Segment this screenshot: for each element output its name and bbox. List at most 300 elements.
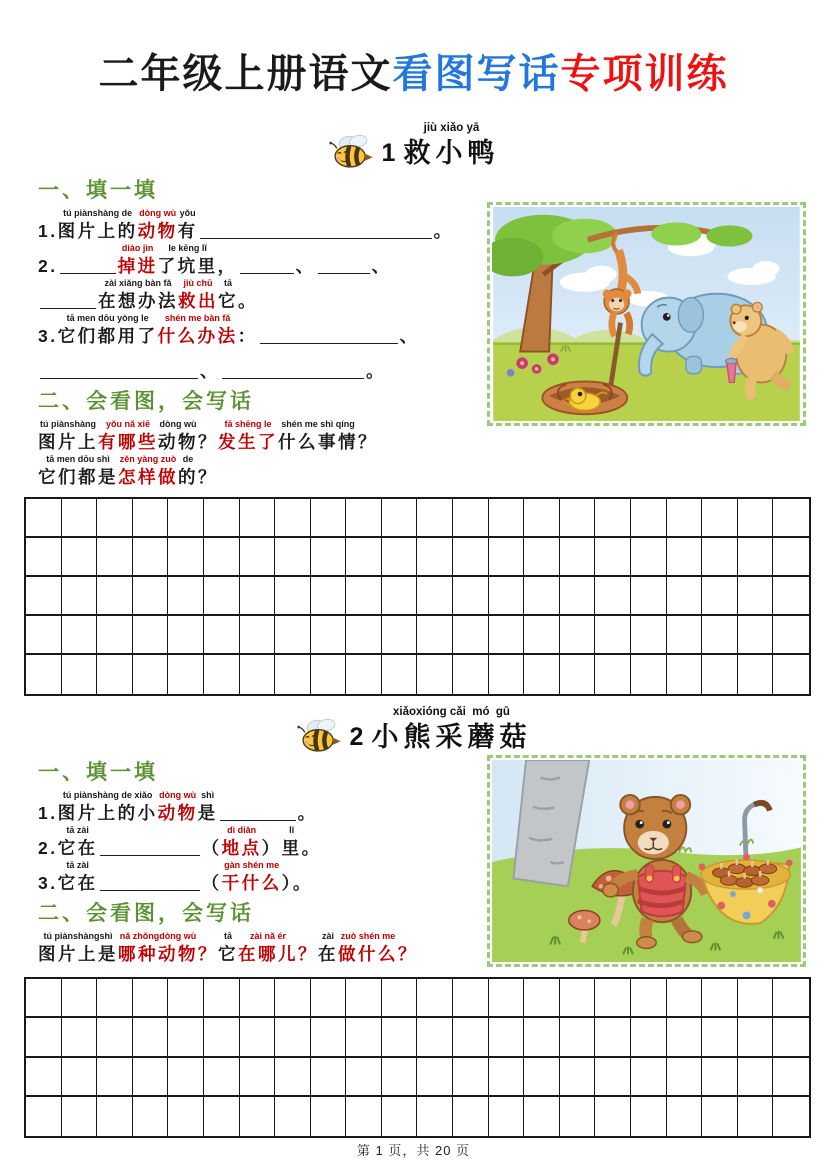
writing-cell bbox=[560, 538, 596, 577]
writing-cell bbox=[773, 1018, 809, 1057]
writing-cell bbox=[524, 538, 560, 577]
pinyin-label: zài nǎ ér bbox=[249, 931, 287, 941]
hanzi-with-pinyin bbox=[178, 208, 198, 243]
hanzi-label: 。 bbox=[301, 838, 322, 858]
pinyin-label bbox=[47, 243, 50, 254]
hanzi-label: 动物 bbox=[137, 221, 178, 241]
writing-cell bbox=[62, 577, 98, 616]
hanzi-label: 掉进 bbox=[117, 256, 158, 276]
hanzi-label: 。 bbox=[238, 291, 258, 311]
pinyin-label: zěn yàng zuò bbox=[119, 454, 177, 464]
writing-cell bbox=[702, 1018, 738, 1057]
hanzi-with-pinyin bbox=[58, 825, 98, 860]
writing-cell bbox=[97, 655, 133, 694]
writing-cell bbox=[62, 979, 98, 1018]
lesson2-fill-questions bbox=[38, 790, 490, 895]
writing-cell bbox=[738, 1097, 774, 1136]
lesson1-write-heading: 二、会看图，会写话 bbox=[38, 390, 254, 413]
hanzi-label: 它在 bbox=[57, 838, 98, 858]
lesson2-fill-heading: 一、填一填 bbox=[38, 761, 158, 784]
hanzi-label: ： bbox=[237, 326, 258, 346]
rescue-duck-illustration bbox=[492, 207, 801, 421]
pinyin-label bbox=[47, 790, 50, 801]
writing-cell bbox=[275, 979, 311, 1018]
pinyin-label bbox=[207, 931, 210, 942]
writing-cell bbox=[417, 616, 453, 655]
writing-cell bbox=[311, 616, 347, 655]
pinyin-label bbox=[306, 790, 309, 801]
pinyin-label bbox=[210, 825, 213, 836]
writing-cell bbox=[560, 499, 596, 538]
hanzi-with-pinyin bbox=[278, 419, 358, 454]
writing-cell bbox=[382, 616, 418, 655]
hanzi-label: 什么办法 bbox=[157, 326, 238, 346]
writing-cell bbox=[773, 577, 809, 616]
writing-cell bbox=[168, 655, 204, 694]
hanzi-label: 是 bbox=[197, 803, 218, 823]
pinyin-label: diào jìn bbox=[121, 243, 154, 253]
writing-cell bbox=[595, 1097, 631, 1136]
hanzi-with-pinyin bbox=[98, 278, 178, 313]
writing-cell bbox=[382, 979, 418, 1018]
writing-cell bbox=[346, 655, 382, 694]
hanzi-text bbox=[298, 931, 318, 966]
writing-cell bbox=[631, 499, 667, 538]
writing-cell bbox=[382, 1018, 418, 1057]
writing-cell bbox=[311, 1097, 347, 1136]
pinyin-label: tú piànshàngshì bbox=[43, 931, 113, 941]
writing-cell bbox=[26, 979, 62, 1018]
lesson1-picture bbox=[487, 202, 806, 426]
hanzi-with-pinyin bbox=[218, 419, 278, 454]
writing-cell bbox=[62, 1097, 98, 1136]
writing-cell bbox=[524, 616, 560, 655]
pinyin-label bbox=[407, 931, 410, 942]
writing-cell bbox=[204, 979, 240, 1018]
question-line bbox=[38, 931, 490, 966]
writing-cell bbox=[489, 616, 525, 655]
hanzi-text bbox=[298, 790, 318, 825]
writing-cell bbox=[133, 499, 169, 538]
hanzi-with-pinyin bbox=[58, 208, 138, 243]
writing-cell bbox=[631, 1018, 667, 1057]
writing-cell bbox=[204, 1097, 240, 1136]
answer-blank bbox=[240, 273, 294, 274]
writing-cell bbox=[595, 577, 631, 616]
lesson2-picture bbox=[487, 755, 806, 967]
hanzi-label: ， bbox=[217, 256, 238, 276]
hanzi-label: 在 bbox=[318, 944, 338, 964]
writing-cell bbox=[97, 499, 133, 538]
lesson2-write-heading: 二、会看图，会写话 bbox=[38, 902, 254, 925]
pinyin-label: de bbox=[182, 454, 194, 464]
writing-cell bbox=[453, 499, 489, 538]
pinyin-label: dòng wù bbox=[159, 419, 197, 429]
lesson2-number: 2 bbox=[349, 723, 364, 751]
bee-icon bbox=[328, 132, 374, 170]
writing-cell bbox=[62, 616, 98, 655]
writing-cell bbox=[667, 1058, 703, 1097]
question-line bbox=[38, 243, 490, 278]
pinyin-label bbox=[408, 313, 411, 324]
writing-cell bbox=[702, 655, 738, 694]
hanzi-label: ？ bbox=[358, 432, 378, 452]
hanzi-text bbox=[238, 278, 258, 313]
writing-cell bbox=[275, 577, 311, 616]
hanzi-text bbox=[38, 825, 58, 860]
pinyin-label bbox=[380, 243, 383, 254]
writing-cell bbox=[738, 1058, 774, 1097]
writing-cell bbox=[453, 1018, 489, 1057]
hanzi-text bbox=[358, 419, 378, 454]
pinyin-label: fā shēng le bbox=[224, 419, 272, 429]
writing-cell bbox=[524, 655, 560, 694]
writing-cell bbox=[168, 1097, 204, 1136]
answer-blank bbox=[260, 343, 398, 344]
pinyin-label bbox=[307, 931, 310, 942]
hanzi-with-pinyin bbox=[98, 419, 158, 454]
writing-cell bbox=[240, 577, 276, 616]
pinyin-label bbox=[226, 243, 229, 254]
pinyin-label: yǒu bbox=[179, 208, 196, 218]
writing-cell bbox=[631, 1097, 667, 1136]
writing-cell bbox=[702, 538, 738, 577]
writing-cell bbox=[560, 1058, 596, 1097]
hanzi-with-pinyin bbox=[222, 825, 262, 860]
writing-cell bbox=[240, 616, 276, 655]
hanzi-with-pinyin bbox=[38, 931, 118, 966]
hanzi-label: 地点 bbox=[221, 838, 262, 858]
pinyin-label: le kēng lǐ bbox=[168, 243, 207, 253]
writing-cell bbox=[631, 979, 667, 1018]
writing-cell bbox=[97, 577, 133, 616]
hanzi-with-pinyin bbox=[178, 278, 218, 313]
title-part-black: 二年级上册语文 bbox=[98, 52, 393, 96]
writing-cell bbox=[417, 655, 453, 694]
writing-cell bbox=[631, 616, 667, 655]
writing-cell bbox=[667, 1097, 703, 1136]
hanzi-with-pinyin bbox=[318, 931, 338, 966]
writing-cell bbox=[240, 1097, 276, 1136]
answer-blank bbox=[222, 378, 364, 379]
writing-cell bbox=[560, 979, 596, 1018]
writing-cell bbox=[133, 655, 169, 694]
hanzi-label: 图片上是 bbox=[38, 944, 118, 964]
writing-cell bbox=[631, 577, 667, 616]
writing-cell bbox=[311, 538, 347, 577]
lesson1-fill-questions bbox=[38, 208, 490, 383]
writing-cell bbox=[346, 616, 382, 655]
writing-cell bbox=[524, 1097, 560, 1136]
hanzi-with-pinyin bbox=[38, 454, 118, 489]
writing-cell bbox=[275, 1097, 311, 1136]
writing-cell bbox=[382, 1058, 418, 1097]
pinyin-label bbox=[442, 208, 445, 219]
writing-cell bbox=[168, 538, 204, 577]
answer-blank bbox=[60, 273, 116, 274]
writing-cell bbox=[133, 1097, 169, 1136]
hanzi-label: 它们都是 bbox=[38, 467, 118, 487]
hanzi-text bbox=[38, 313, 58, 348]
hanzi-text bbox=[262, 825, 282, 860]
writing-cell bbox=[667, 538, 703, 577]
hanzi-text bbox=[38, 243, 58, 278]
hanzi-text bbox=[398, 931, 418, 966]
lesson1-exercises bbox=[38, 178, 490, 489]
writing-cell bbox=[311, 655, 347, 694]
writing-grid-1 bbox=[24, 497, 811, 696]
pinyin-label bbox=[209, 348, 212, 359]
writing-cell bbox=[595, 499, 631, 538]
bear-mushroom-illustration bbox=[492, 760, 801, 962]
hanzi-label: 、 bbox=[200, 361, 220, 381]
writing-cell bbox=[417, 499, 453, 538]
writing-cell bbox=[26, 655, 62, 694]
hanzi-label: 。 bbox=[433, 221, 454, 241]
writing-cell bbox=[168, 616, 204, 655]
writing-cell bbox=[489, 1058, 525, 1097]
lesson2-header bbox=[0, 698, 827, 754]
hanzi-with-pinyin bbox=[238, 931, 298, 966]
pinyin-label: dòng wù bbox=[159, 790, 197, 800]
writing-cell bbox=[738, 499, 774, 538]
writing-cell bbox=[667, 499, 703, 538]
writing-cell bbox=[133, 1018, 169, 1057]
writing-cell bbox=[417, 1097, 453, 1136]
hanzi-with-pinyin bbox=[58, 790, 158, 825]
writing-cell bbox=[97, 979, 133, 1018]
hanzi-text bbox=[198, 931, 218, 966]
writing-cell bbox=[702, 1058, 738, 1097]
answer-blank bbox=[200, 238, 432, 239]
hanzi-label: 1. bbox=[38, 803, 58, 823]
writing-cell bbox=[240, 979, 276, 1018]
writing-cell bbox=[489, 655, 525, 694]
lesson2-exercises bbox=[38, 760, 490, 966]
hanzi-text bbox=[372, 243, 392, 278]
answer-blank bbox=[100, 855, 200, 856]
hanzi-with-pinyin bbox=[198, 790, 218, 825]
writing-cell bbox=[275, 616, 311, 655]
writing-cell bbox=[667, 1018, 703, 1057]
hanzi-label: 哪种动物 bbox=[118, 944, 198, 964]
writing-cell bbox=[738, 979, 774, 1018]
hanzi-with-pinyin bbox=[38, 419, 98, 454]
writing-cell bbox=[133, 616, 169, 655]
writing-cell bbox=[667, 577, 703, 616]
writing-cell bbox=[382, 499, 418, 538]
hanzi-label: 、 bbox=[371, 256, 392, 276]
hanzi-label: 1. bbox=[38, 221, 58, 241]
writing-cell bbox=[97, 616, 133, 655]
writing-cell bbox=[773, 655, 809, 694]
writing-cell bbox=[62, 538, 98, 577]
hanzi-with-pinyin bbox=[178, 454, 198, 489]
hanzi-label: 图片上 bbox=[38, 432, 98, 452]
writing-cell bbox=[417, 979, 453, 1018]
hanzi-with-pinyin bbox=[338, 931, 398, 966]
pinyin-label bbox=[296, 860, 299, 871]
writing-cell bbox=[275, 538, 311, 577]
writing-cell bbox=[311, 1018, 347, 1057]
writing-cell bbox=[311, 499, 347, 538]
hanzi-text bbox=[302, 825, 322, 860]
question-line bbox=[38, 278, 490, 313]
writing-cell bbox=[702, 616, 738, 655]
pinyin-label: gàn shén me bbox=[224, 860, 280, 870]
pinyin-label: dì diǎn bbox=[227, 825, 257, 835]
pinyin-label bbox=[47, 860, 50, 871]
writing-cell bbox=[595, 1018, 631, 1057]
lesson2-title-text: 小熊采蘑菇 bbox=[371, 722, 532, 752]
writing-cell bbox=[382, 577, 418, 616]
hanzi-text bbox=[38, 208, 58, 243]
writing-cell bbox=[382, 538, 418, 577]
pinyin-label: tú piànshàng bbox=[40, 419, 96, 429]
writing-cell bbox=[311, 1058, 347, 1097]
pinyin-label: zài xiǎng bàn fǎ bbox=[104, 278, 172, 288]
pinyin-label bbox=[210, 860, 213, 871]
hanzi-label: ？ bbox=[198, 432, 218, 452]
writing-cell bbox=[489, 979, 525, 1018]
pinyin-label: tā men dōu shì bbox=[46, 454, 110, 464]
pinyin-label: yǒu nǎ xiē bbox=[105, 419, 150, 429]
writing-cell bbox=[26, 1097, 62, 1136]
writing-cell bbox=[560, 577, 596, 616]
hanzi-label: ？ bbox=[298, 944, 318, 964]
hanzi-label: 有哪些 bbox=[98, 432, 158, 452]
writing-cell bbox=[595, 538, 631, 577]
lesson2-write-prompts bbox=[38, 931, 490, 966]
writing-cell bbox=[524, 499, 560, 538]
writing-cell bbox=[524, 1018, 560, 1057]
writing-cell bbox=[595, 1058, 631, 1097]
pinyin-label: zài bbox=[321, 931, 334, 941]
pinyin-label: shén me shì qíng bbox=[281, 419, 355, 429]
pinyin-label bbox=[375, 348, 378, 359]
pinyin-label: tā bbox=[223, 931, 232, 941]
writing-grid-2 bbox=[24, 977, 811, 1138]
writing-cell bbox=[240, 655, 276, 694]
hanzi-text bbox=[202, 860, 222, 895]
writing-cell bbox=[738, 577, 774, 616]
writing-cell bbox=[453, 1097, 489, 1136]
writing-cell bbox=[311, 979, 347, 1018]
lesson1-fill-heading: 一、填一填 bbox=[38, 179, 158, 202]
pinyin-label: tā men dōu yòng le bbox=[66, 313, 149, 323]
hanzi-with-pinyin bbox=[118, 931, 198, 966]
writing-cell bbox=[346, 1058, 382, 1097]
page-number: 第 1 页，共 20 页 bbox=[356, 1143, 471, 1158]
hanzi-text bbox=[238, 313, 258, 348]
writing-cell bbox=[631, 538, 667, 577]
hanzi-with-pinyin bbox=[158, 313, 238, 348]
pinyin-label: dòng wù bbox=[139, 208, 177, 218]
writing-cell bbox=[453, 655, 489, 694]
hanzi-text bbox=[38, 860, 58, 895]
hanzi-with-pinyin bbox=[222, 860, 282, 895]
hanzi-label: 救出 bbox=[178, 291, 218, 311]
writing-cell bbox=[62, 1058, 98, 1097]
hanzi-label: ？ bbox=[198, 944, 218, 964]
title-part-blue: 看图写话 bbox=[392, 52, 561, 96]
pinyin-label: tú piànshàng de bbox=[63, 208, 133, 218]
hanzi-label: 有 bbox=[177, 221, 198, 241]
question-line bbox=[38, 454, 490, 489]
pinyin-label bbox=[207, 419, 210, 430]
hanzi-with-pinyin bbox=[218, 931, 238, 966]
writing-cell bbox=[417, 1058, 453, 1097]
lesson1-header bbox=[0, 118, 827, 170]
pinyin-label bbox=[47, 208, 50, 219]
writing-cell bbox=[97, 1018, 133, 1057]
question-line bbox=[38, 348, 490, 383]
hanzi-label: （ bbox=[201, 838, 222, 858]
writing-cell bbox=[275, 1018, 311, 1057]
hanzi-label: 。 bbox=[297, 803, 318, 823]
hanzi-text bbox=[38, 790, 58, 825]
writing-cell bbox=[738, 616, 774, 655]
writing-cell bbox=[560, 655, 596, 694]
writing-cell bbox=[133, 577, 169, 616]
writing-cell bbox=[204, 1058, 240, 1097]
writing-cell bbox=[489, 538, 525, 577]
lesson1-write-prompts bbox=[38, 419, 490, 489]
writing-cell bbox=[524, 979, 560, 1018]
hanzi-with-pinyin bbox=[138, 208, 178, 243]
writing-cell bbox=[62, 1018, 98, 1057]
hanzi-label: 动物 bbox=[157, 803, 198, 823]
hanzi-label: 。 bbox=[366, 361, 386, 381]
writing-cell bbox=[738, 1018, 774, 1057]
writing-cell bbox=[240, 1058, 276, 1097]
hanzi-label: 、 bbox=[295, 256, 316, 276]
writing-cell bbox=[702, 979, 738, 1018]
hanzi-with-pinyin bbox=[158, 790, 198, 825]
writing-cell bbox=[773, 616, 809, 655]
hanzi-text bbox=[200, 348, 220, 383]
writing-cell bbox=[26, 1058, 62, 1097]
writing-cell bbox=[595, 616, 631, 655]
hanzi-with-pinyin bbox=[218, 278, 238, 313]
hanzi-label: ？ bbox=[398, 944, 418, 964]
question-line bbox=[38, 419, 490, 454]
question-line bbox=[38, 825, 490, 860]
writing-cell bbox=[773, 1058, 809, 1097]
pinyin-label bbox=[310, 825, 313, 836]
writing-cell bbox=[346, 538, 382, 577]
writing-cell bbox=[62, 499, 98, 538]
writing-cell bbox=[275, 499, 311, 538]
writing-cell bbox=[133, 1058, 169, 1097]
writing-cell bbox=[168, 979, 204, 1018]
writing-cell bbox=[26, 499, 62, 538]
hanzi-text bbox=[282, 860, 313, 895]
writing-cell bbox=[560, 1018, 596, 1057]
pinyin-label: tā zài bbox=[66, 860, 89, 870]
writing-cell bbox=[417, 1018, 453, 1057]
writing-cell bbox=[26, 538, 62, 577]
hanzi-label: ）。 bbox=[281, 873, 313, 893]
pinyin-label: shén me bàn fǎ bbox=[164, 313, 231, 323]
page-title bbox=[0, 42, 827, 99]
hanzi-text bbox=[296, 243, 316, 278]
writing-cell bbox=[773, 979, 809, 1018]
writing-cell bbox=[382, 1097, 418, 1136]
writing-cell bbox=[168, 577, 204, 616]
hanzi-label: 什么事情 bbox=[278, 432, 358, 452]
writing-cell bbox=[631, 655, 667, 694]
